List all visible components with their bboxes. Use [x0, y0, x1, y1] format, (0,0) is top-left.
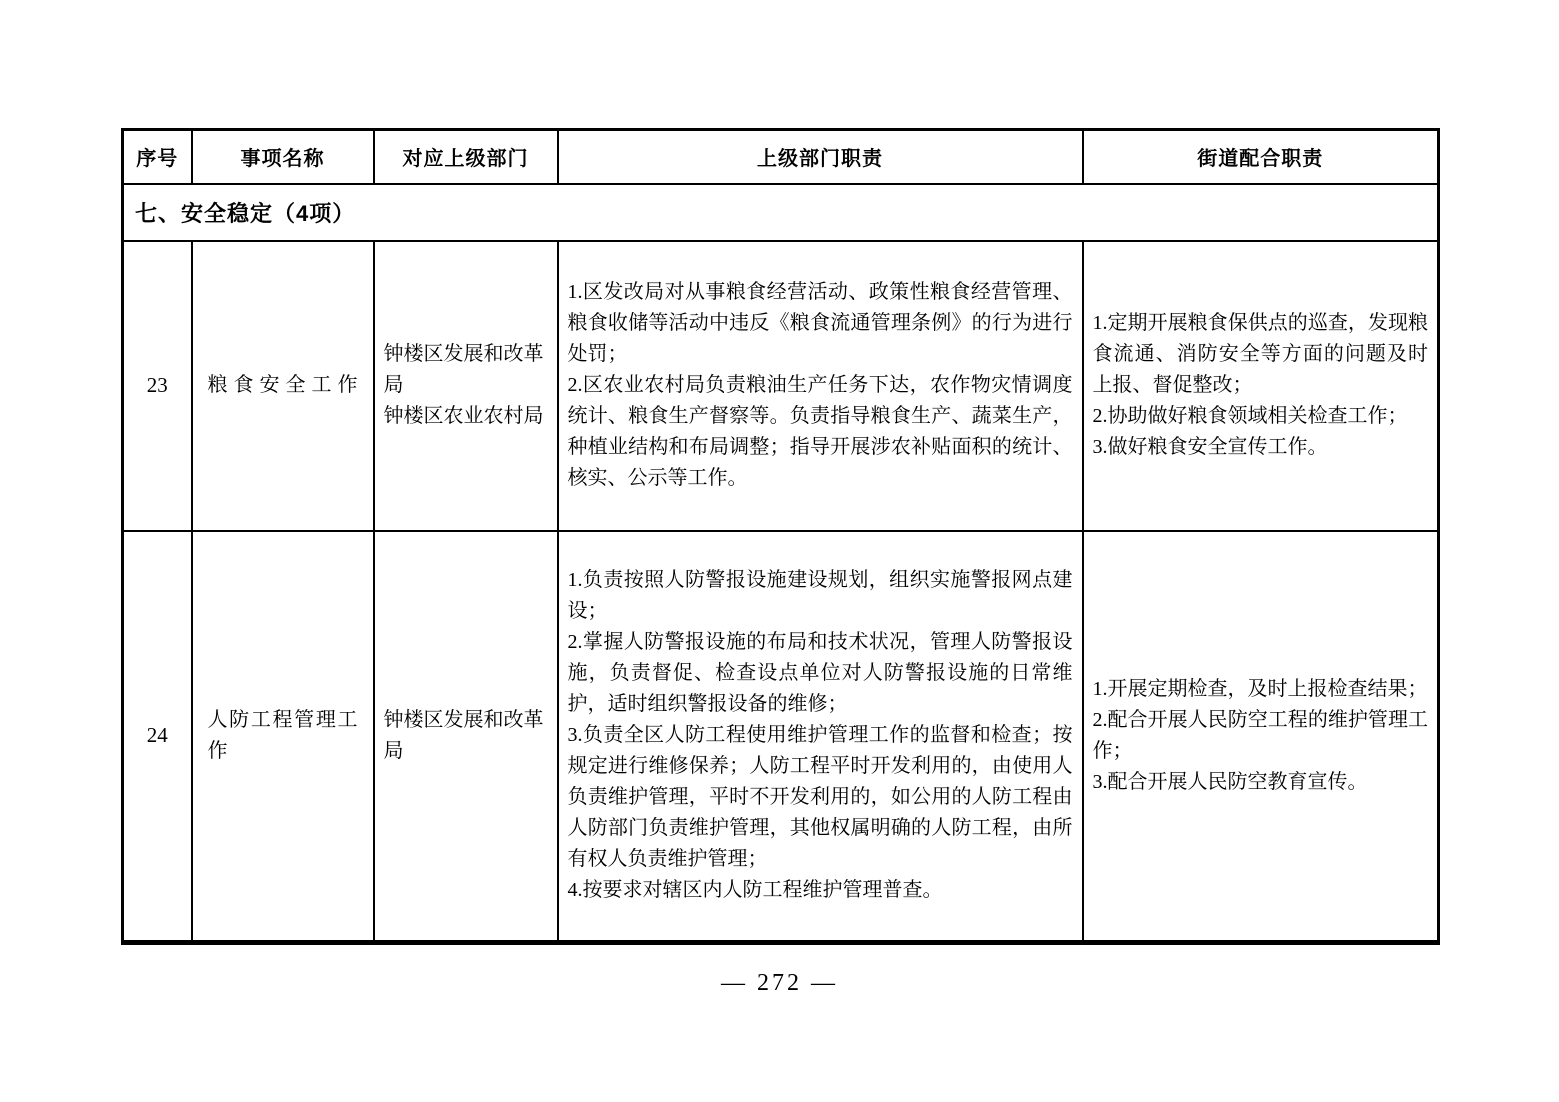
street-duties-cell — [1083, 531, 1439, 943]
item-name-cell — [192, 531, 374, 943]
row-serial: 23 — [123, 241, 192, 531]
duty-item: 3.负责全区人防工程使用维护管理工作的监督和检查；按规定进行维修保养；人防工程平时开发利用的，由使用人负责维护管理，平时不开发利用的，如公用的人防工程由人防部门负责维护管理，其他权属明确的人防工程，由所有权人负责维护管理； — [567, 724, 1073, 871]
section-header-row — [123, 184, 1439, 241]
duty-item: 1.区发改局对从事粮食经营活动、政策性粮食经营管理、粮食收储等活动中违反《粮食流通管理条例》的行为进行处罚； — [567, 281, 1073, 365]
duty-item: 2.区农业农村局负责粮油生产任务下达，农作物灾情调度统计、粮食生产督察等。负责指导粮食生产、蔬菜生产，种植业结构和布局调整；指导开展涉农补贴面积的统计、核实、公示等工作。 — [567, 374, 1073, 489]
section-title: 七、安全稳定（4项） — [123, 184, 1439, 241]
duty-item: 1.负责按照人防警报设施建设规划，组织实施警报网点建设； — [567, 569, 1073, 623]
superior-duties-cell — [558, 531, 1083, 943]
item-name: 人防工程管理工作 — [207, 708, 358, 762]
street-duties-cell — [1083, 241, 1439, 531]
col-header-item-name: 事项名称 — [192, 130, 374, 184]
duty-item: 4.按要求对辖区内人防工程维护管理普查。 — [567, 879, 943, 902]
department-item: 钟楼区发展和改革局 — [383, 708, 544, 762]
superior-duties-cell — [558, 241, 1083, 531]
duty-item: 1.定期开展粮食保供点的巡查，发现粮食流通、消防安全等方面的问题及时上报、督促整改； — [1092, 312, 1428, 396]
item-name-cell — [192, 241, 374, 531]
responsibility-table — [121, 128, 1440, 945]
duty-item: 3.做好粮食安全宣传工作。 — [1092, 436, 1328, 458]
page-number: — 272 — — [721, 970, 838, 996]
col-header-superior-department: 对应上级部门 — [374, 130, 558, 184]
duty-item: 2.配合开展人民防空工程的维护管理工作； — [1092, 708, 1428, 762]
row-serial: 24 — [123, 531, 192, 943]
col-header-serial: 序号 — [123, 130, 192, 184]
duty-item: 1.开展定期检查，及时上报检查结果； — [1092, 677, 1428, 700]
col-header-street-duties: 街道配合职责 — [1083, 130, 1439, 184]
table-row — [123, 531, 1439, 943]
department-item: 钟楼区农业农村局 — [383, 405, 544, 427]
duty-item: 2.协助做好粮食领域相关检查工作； — [1092, 405, 1408, 427]
table-row — [123, 241, 1439, 531]
duty-item: 3.配合开展人民防空教育宣传。 — [1092, 770, 1368, 793]
col-header-superior-duties: 上级部门职责 — [558, 130, 1083, 184]
superior-department-cell — [374, 531, 558, 943]
duty-item: 2.掌握人防警报设施的布局和技术状况，管理人防警报设施，负责督促、检查设点单位对人防警报设施的日常维护，适时组织警报设备的维修； — [567, 631, 1073, 716]
department-item: 钟楼区发展和改革局 — [383, 343, 544, 396]
item-name: 粮食安全工作 — [207, 374, 358, 396]
superior-department-cell — [374, 241, 558, 531]
table-header-row — [123, 130, 1439, 184]
